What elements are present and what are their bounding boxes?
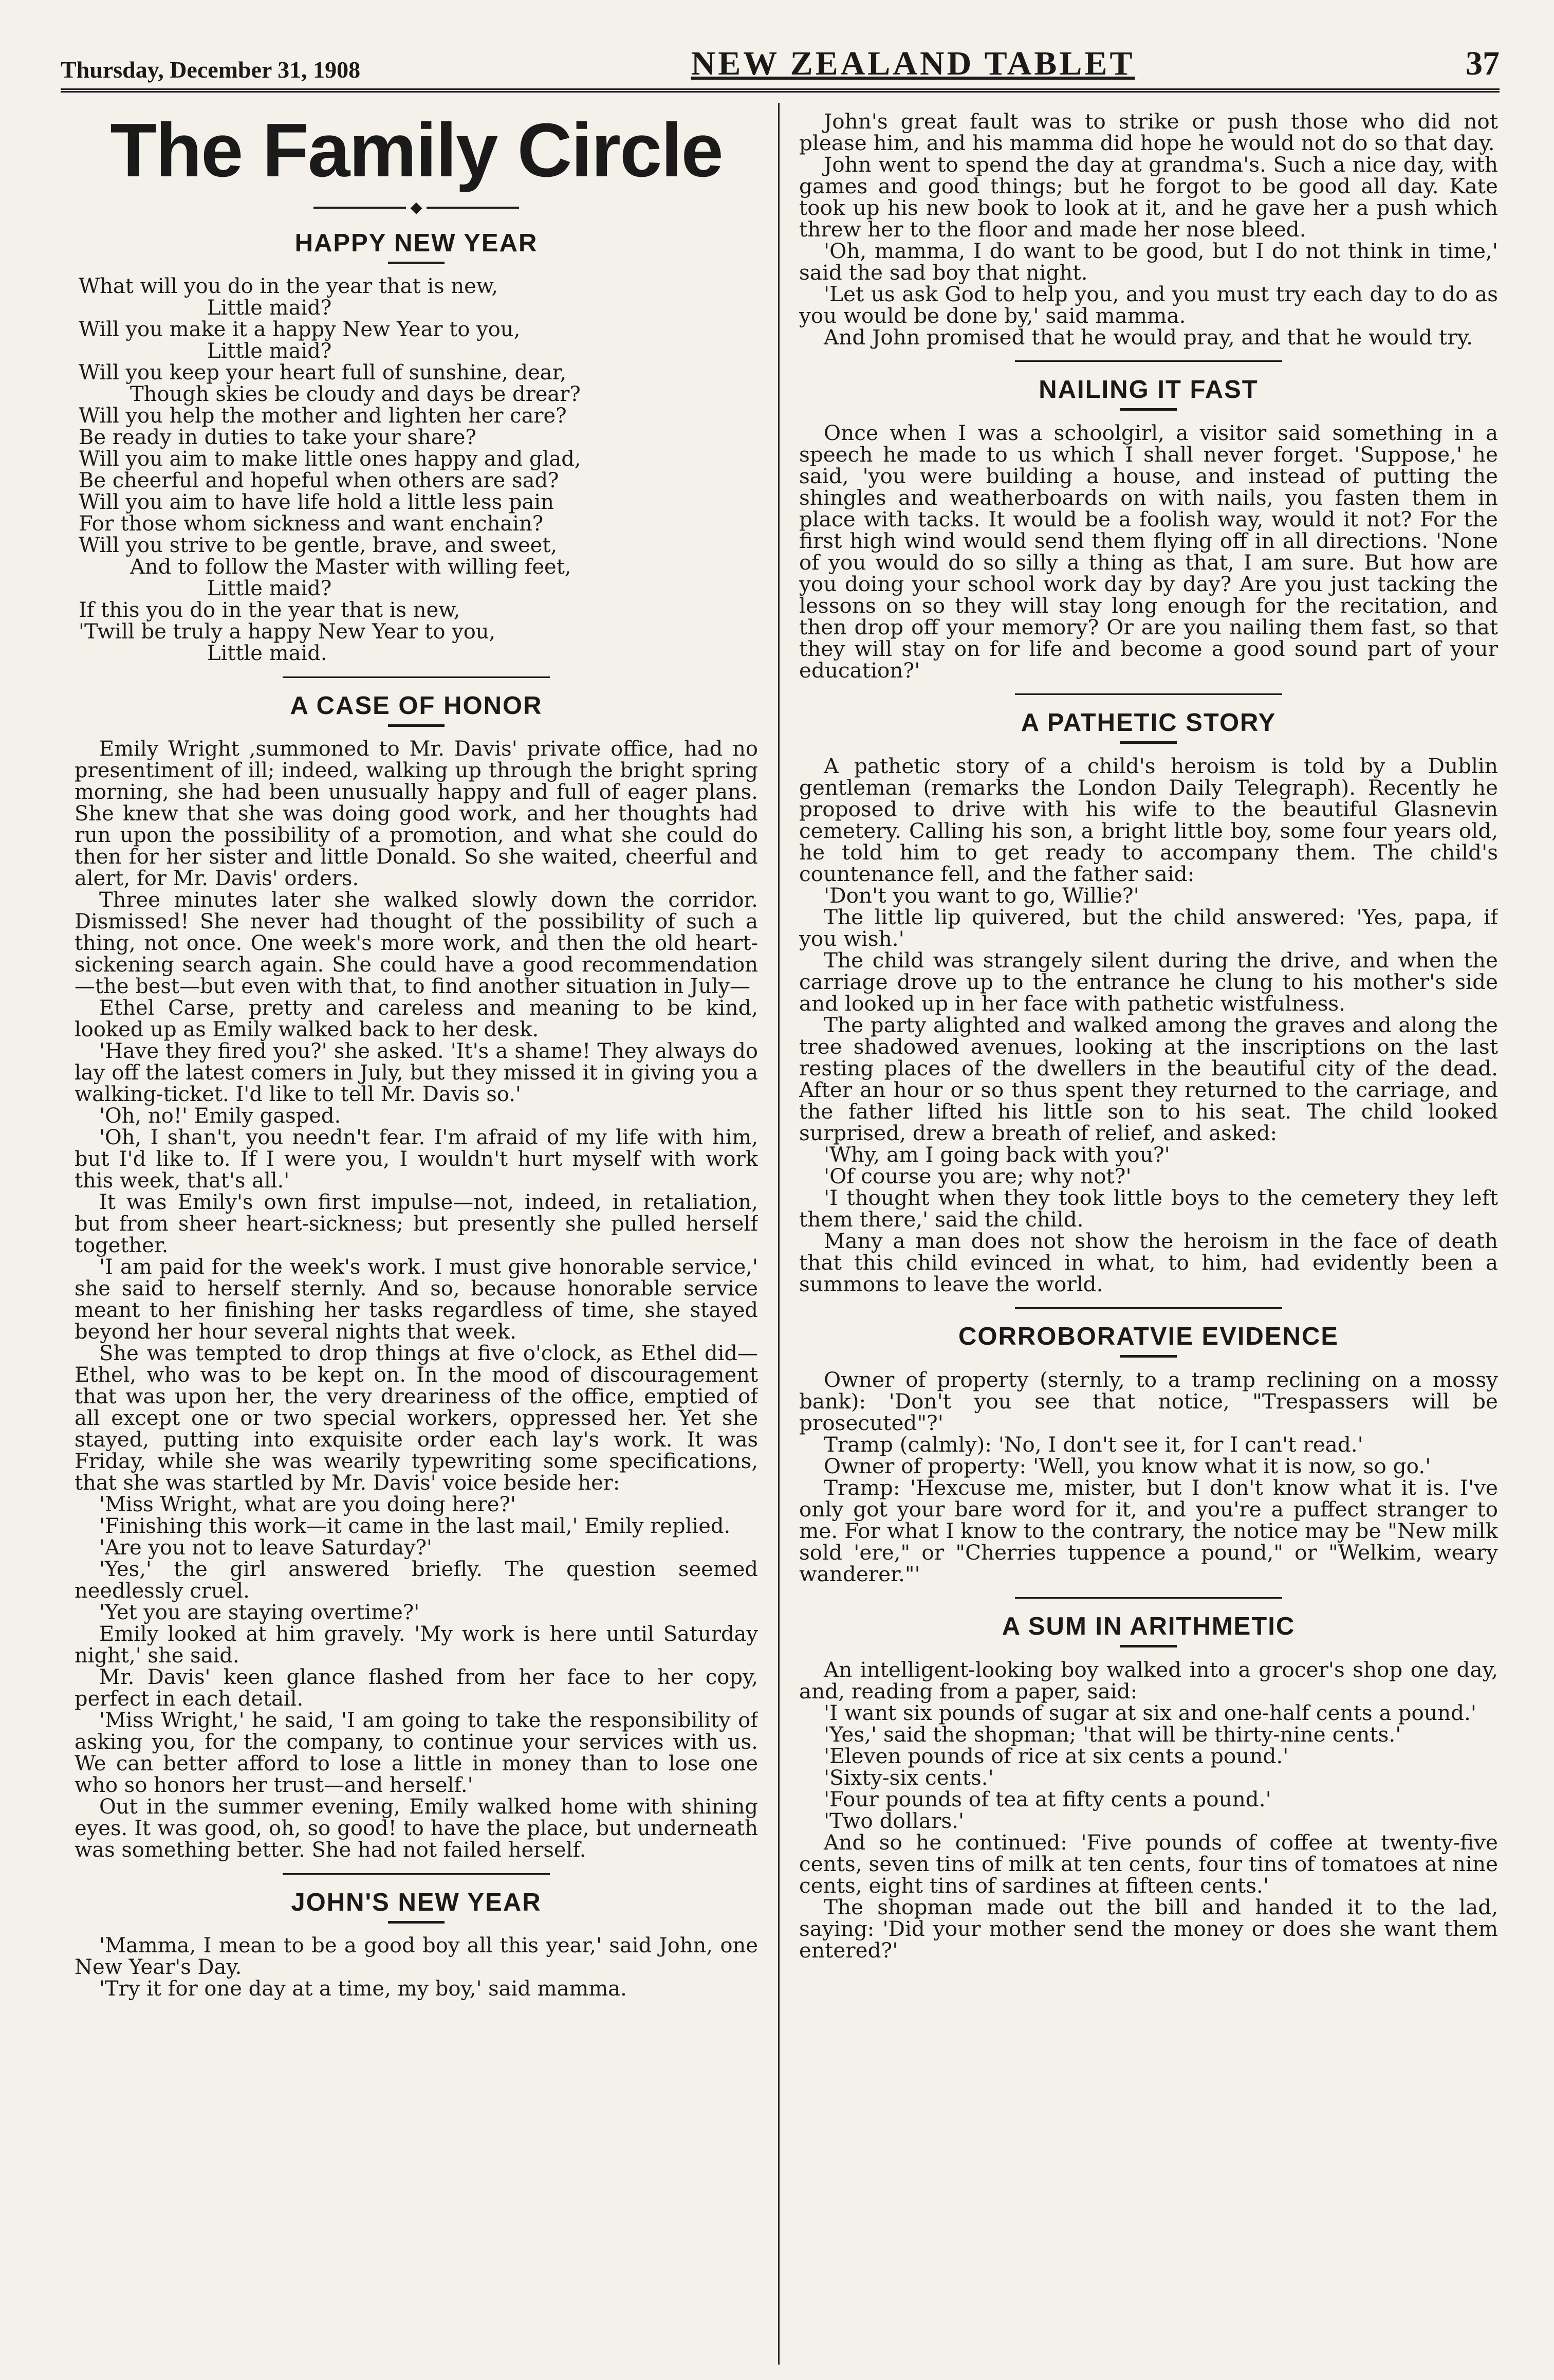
section-rule [1120, 408, 1177, 411]
poem-line: Be cheerful and hopeful when others are sad? [79, 469, 559, 493]
poem-line: 'Twill be truly a happy New Year to you, [79, 620, 496, 644]
paragraph: 'Miss Wright,' he said, 'I am going to take the responsibility of asking you, for the company, to continue your services with us. We can better afford to lose a little in money than to lose one who so honors her trust—and herself.' [75, 1709, 758, 1798]
poem-line: What will you do in the year that is new, [79, 274, 498, 299]
paragraph: Mr. Davis' keen glance flashed from her face to her copy, perfect in each detail. [75, 1665, 758, 1711]
issue-date: Thursday, December 31, 1908 [61, 57, 361, 83]
paragraph: 'Are you not to leave Saturday?' [99, 1536, 433, 1560]
paragraph: Emily Wright ,summoned to Mr. Davis' private office, had no presentiment of ill; indeed, walking up through the bright spring morning, she had been unusually happy and full of eager plans. She knew that she was doing good work, and her thoughts had run upon the possibility of a promotion, and what she could do then for her sister and little Donald. So she waited, cheerful and alert, for Mr. Davis' orders. [75, 737, 758, 891]
paragraph: 'Two dollars.' [824, 1808, 965, 1833]
section-rule [1015, 360, 1282, 362]
right-column [799, 111, 1498, 2362]
paragraph: 'Four pounds of tea at fifty cents a pound.' [824, 1787, 1271, 1811]
paragraph: And so he continued: 'Five pounds of coffee at twenty-five cents, seven tins of milk at ten cents, four tins of tomatoes at nine cents, eight tins of sardines at fifteen cents.' [799, 1830, 1498, 1898]
column-divider [778, 103, 780, 2365]
paragraph: Owner of property (sternly, to a tramp reclining on a mossy bank): 'Don't you see that notice, "Trespassers will be prosecuted"?' [799, 1367, 1498, 1435]
poem-title: HAPPY NEW YEAR [294, 229, 538, 258]
poem-line: Little maid? [207, 577, 332, 601]
poem-line: Be ready in duties to take your share? [79, 426, 476, 450]
johns-new-year-title: JOHN'S NEW YEAR [291, 1889, 542, 1917]
paragraph: 'Of course you are; why not?' [824, 1164, 1132, 1188]
sum-in-arithmetic-title: A SUM IN ARITHMETIC [1002, 1613, 1296, 1640]
poem-line: And to follow the Master with willing feet, [130, 555, 571, 579]
paragraph: Once when I was a schoolgirl, a visitor said something in a speech he made to us which I shall never forget. 'Suppose,' he said, 'you were building a house, and instead of putting the shingles and weatherboards on with nails, you fasten them in place with tacks. It would be a foolish way, would it not? For the first high wind would send them flying off in all directions. 'None of you would do so silly a thing as that, I am sure. But how are you doing your school work day by day? Are you just tacking the lessons on so they will stay long enough for the recitation, and then drop off your memory? Or are you nailing them fast, so that they will stay on for life and become a good sound part of your education?' [799, 420, 1498, 683]
poem-line: For those whom sickness and want enchain? [79, 512, 544, 536]
section-rule [1015, 1597, 1282, 1599]
paragraph: And John promised that he would pray, and that he would try. [824, 325, 1473, 350]
poem-line: Will you help the mother and lighten her care? [79, 404, 567, 428]
paragraph: Emily looked at him gravely. 'My work is here until Saturday night,' she said. [75, 1622, 758, 1668]
paragraph: Three minutes later she walked slowly down the corridor. Dismissed! She never had thought of the possibility of such a thing, not once. One week's more work, and then the old heart-sickening search again. She could have a good recommendation—the best—but even with that, to find another situation in July— [75, 888, 758, 999]
paragraph: A pathetic story of a child's heroism is told by a Dublin gentleman (remarks the London Daily Telegraph). Recently he proposed to drive with his wife to the beautiful Glasnevin cemetery. Calling his son, a bright little boy, some four years old, he told him to get ready to accompany them. The child's countenance fell, and the father said: [799, 754, 1498, 886]
corroborative-evidence-title: CORROBORATVIE EVIDENCE [958, 1323, 1339, 1350]
paragraph: 'Yet you are staying overtime?' [99, 1601, 420, 1625]
section-rule [388, 1921, 445, 1924]
poem-line: Will you make it a happy New Year to you, [79, 318, 521, 342]
poem-line: Little maid? [207, 339, 332, 363]
poem-line: Will you keep your heart full of sunshine, dear, [79, 361, 567, 385]
poem-line: Will you strive to be gentle, brave, and sweet, [79, 534, 558, 558]
paragraph: John's great fault was to strike or push those who did not please him, and his mamma did hope he would not do so that day. [799, 111, 1498, 155]
paragraph: 'Sixty-six cents.' [824, 1765, 994, 1790]
johns-new-year-body-right [799, 111, 1498, 348]
section-rule [1120, 1355, 1177, 1358]
paragraph: 'Try it for one day at a time, my boy,' said mamma. [99, 1977, 627, 2001]
section-rule [1015, 1307, 1282, 1309]
poem-line: Little maid? [207, 296, 332, 320]
paragraph: 'Yes,' said the shopman; 'that will be thirty-nine cents.' [824, 1722, 1401, 1747]
paragraph: Out in the summer evening, Emily walked home with shining eyes. It was good, oh, so good! to have the place, but underneath was something better. She had not failed herself. [75, 1795, 758, 1862]
paragraph: 'Have they fired you?' she asked. 'It's a shame! They always do lay off the latest comers in July, but they missed it in giving you a walking-ticket. I'd like to tell Mr. Davis so.' [75, 1039, 758, 1107]
nailing-it-fast-body [799, 422, 1498, 681]
poem-line: Though skies be cloudy and days be drear? [130, 382, 581, 407]
left-column [75, 111, 758, 2362]
case-of-honor-title: A CASE OF HONOR [290, 692, 543, 720]
paragraph: John went to spend the day at grandma's. Such a nice day, with games and good things; but he forgot to be good all day. Kate took up his new book to look at it, and he gave her a push which threw her to the floor and made her nose bleed. [799, 152, 1498, 242]
publication-title: NEW ZEALAND TABLET [691, 45, 1135, 82]
paragraph: She was tempted to drop things at five o'clock, as Ethel did—Ethel, who was to be kept on. In the mood of discouragement that was upon her, the very dreariness of the office, emptied of all except one or two special workers, oppressed her. Yet she stayed, putting into exquisite order each lay's work. It was Friday, while she was wearily typewriting some specifications, that she was startled by Mr. Davis' voice beside her: [75, 1342, 758, 1495]
paragraph: Tramp (calmly): 'No, I don't see it, for I can't read.' [824, 1432, 1363, 1457]
section-rule [388, 262, 445, 264]
paragraph: 'Don't you want to go, Willie?' [824, 883, 1139, 908]
title-ornament: ◆ [75, 199, 758, 215]
paragraph: 'I thought when they took little boys to the cemetery they left them there,' said the child. [799, 1185, 1498, 1232]
poem-line: If this you do in the year that is new, [79, 598, 460, 623]
paragraph: 'Mamma, I mean to be a good boy all this year,' said John, one New Year's Day. [75, 1934, 758, 1980]
paragraph: 'Finishing this work—it came in the last mail,' Emily replied. [99, 1514, 731, 1539]
pathetic-story-body [799, 755, 1498, 1295]
section-rule [283, 1873, 550, 1875]
sum-in-arithmetic-body [799, 1659, 1498, 1961]
paragraph: Many a man does not show the heroism in the face of death that this child evinced in what, to him, had evidently been a summons to leave the world. [799, 1229, 1498, 1296]
section-rule [283, 676, 550, 678]
poem-line: Will you aim to have life hold a little less pain [79, 490, 554, 515]
page-number: 37 [1465, 45, 1500, 82]
paragraph: 'Why, am I going back with you?' [824, 1142, 1170, 1167]
paragraph: The party alighted and walked among the graves and along the tree shadowed avenues, looking at the inscriptions on the last resting places of the dwellers in the beautiful city of the dead. After an hour or so thus spent they returned to the carriage, and the father lifted his little son to his seat. The child looked surprised, drew a breath of relief, and asked: [799, 1013, 1498, 1145]
poem-body [79, 276, 758, 664]
corroborative-evidence-body [799, 1369, 1498, 1585]
paragraph: It was Emily's own first impulse—not, indeed, in retaliation, but from sheer heart-sickness; but presently she pulled herself together. [75, 1191, 758, 1258]
poem-line: Little maid. [207, 642, 327, 666]
paragraph: 'Oh, I shan't, you needn't fear. I'm afraid of my life with him, but I'd like to. If I were you, I wouldn't hurt myself with work this week, that's all.' [75, 1126, 758, 1193]
masthead [61, 27, 1500, 93]
nailing-it-fast-title: NAILING IT FAST [1039, 376, 1259, 404]
paragraph: 'I want six pounds of sugar at six and one-half cents a pound.' [824, 1700, 1477, 1725]
section-rule [1120, 1645, 1177, 1647]
pathetic-story-title: A PATHETIC STORY [1021, 709, 1276, 737]
paragraph: Ethel Carse, pretty and careless and meaning to be kind, looked up as Emily walked back to her desk. [75, 996, 758, 1042]
section-rule [1015, 693, 1282, 695]
paragraph: 'Eleven pounds of rice at six cents a pound.' [824, 1744, 1289, 1768]
paragraph: 'Yes,' the girl answered briefly. The question seemed needlessly cruel. [75, 1558, 758, 1603]
paragraph: Tramp: 'Hexcuse me, mister, but I don't know what it is. I've only got your bare word for it, and you're a puffect stranger to me. For what I know to the contrary, the notice may be "New milk sold 'ere," or "Cherries tuppence a pound," or "Welkim, weary wanderer."' [799, 1475, 1498, 1586]
paragraph: 'I am paid for the week's work. I must give honorable service,' she said to herself sternly. And so, because honorable service meant to her finishing her tasks regardless of time, she stayed beyond her hour several nights that week. [75, 1255, 758, 1344]
case-of-honor-body [75, 738, 758, 1861]
paragraph: An intelligent-looking boy walked into a grocer's shop one day, and, reading from a paper, said: [799, 1657, 1498, 1704]
section-rule [1120, 741, 1177, 744]
johns-new-year-body-left [75, 1935, 758, 2000]
section-rule [388, 724, 445, 727]
paragraph: The little lip quivered, but the child answered: 'Yes, papa, if you wish.' [799, 905, 1498, 951]
paragraph: 'Oh, no!' Emily gasped. [99, 1104, 341, 1128]
paragraph: The child was strangely silent during the drive, and when the carriage drove up to the entrance he clung to his mother's side and looked up in her face with pathetic wistfulness. [799, 948, 1498, 1016]
feature-title: The Family Circle [110, 111, 723, 193]
paragraph: 'Oh, mamma, I do want to be good, but I do not think in time,' said the sad boy that night. [799, 239, 1498, 285]
paragraph: The shopman made out the bill and handed it to the lad, saying: 'Did your mother send the money or does she want them entered?' [799, 1895, 1498, 1963]
paragraph: Owner of property: 'Well, you know what it is now, so go.' [824, 1454, 1431, 1478]
paragraph: 'Let us ask God to help you, and you must try each day to do as you would be done by,' said mamma. [799, 282, 1498, 328]
paragraph: 'Miss Wright, what are you doing here?' [99, 1493, 516, 1517]
poem-line: Will you aim to make little ones happy and glad, [79, 447, 581, 471]
